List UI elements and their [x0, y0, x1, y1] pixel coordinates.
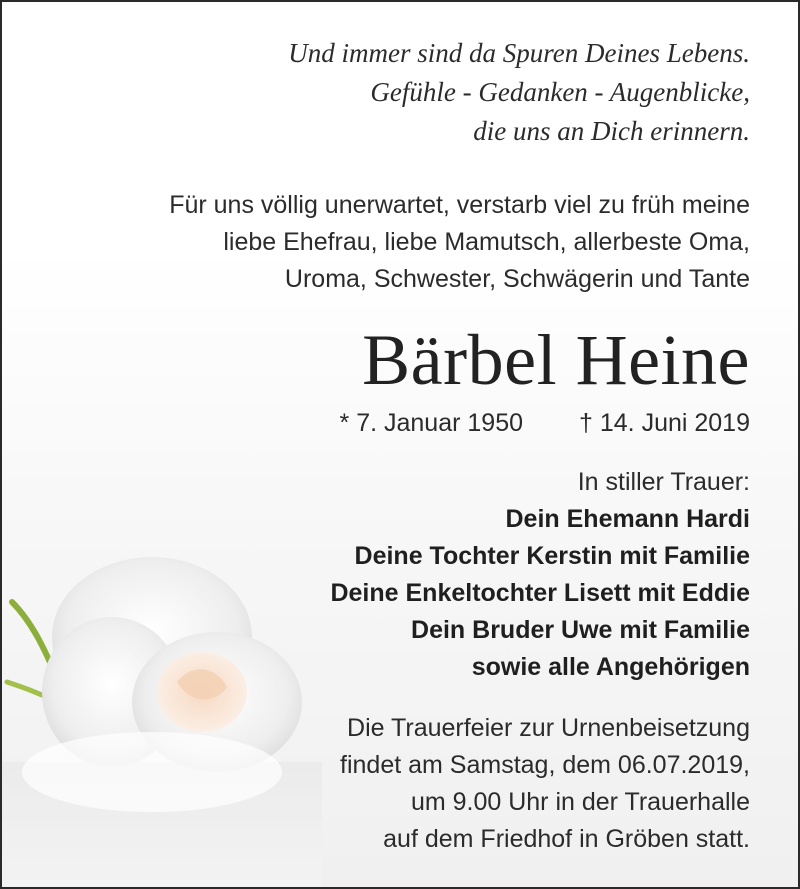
obituary-text	[30, 2, 750, 858]
intro-text	[30, 187, 750, 298]
poem	[30, 34, 750, 151]
intro-line: liebe Ehefrau, liebe Mamutsch, allerbeste Oma,	[223, 228, 750, 256]
intro-line: Uroma, Schwester, Schwägerin und Tante	[284, 265, 750, 293]
mourners-lead: In stiller Trauer:	[577, 468, 750, 496]
life-dates	[30, 406, 750, 440]
mourner: sowie alle Angehörigen	[471, 653, 750, 681]
deceased-name: Bärbel Heine	[362, 320, 750, 400]
mourner: Dein Bruder Uwe mit Familie	[411, 616, 750, 644]
service-info	[30, 710, 750, 858]
mourner: Dein Ehemann Hardi	[505, 505, 750, 533]
service-line: Die Trauerfeier zur Urnenbeisetzung	[347, 714, 750, 742]
poem-line: Und immer sind da Spuren Deines Lebens.	[288, 38, 750, 68]
birth-date: * 7. Januar 1950	[339, 409, 524, 437]
death-date: † 14. Juni 2019	[579, 409, 750, 437]
service-line: auf dem Friedhof in Gröben statt.	[383, 825, 750, 853]
poem-line: Gefühle - Gedanken - Augenblicke,	[370, 77, 750, 107]
poem-line: die uns an Dich erinnern.	[473, 116, 750, 146]
service-line: findet am Samstag, dem 06.07.2019,	[340, 751, 750, 779]
mourner: Deine Tochter Kerstin mit Familie	[354, 542, 750, 570]
intro-line: Für uns völlig unerwartet, verstarb viel zu früh meine	[169, 191, 750, 219]
mourner: Deine Enkeltochter Lisett mit Eddie	[330, 579, 750, 607]
mourners-list	[30, 464, 750, 686]
service-line: um 9.00 Uhr in der Trauerhalle	[410, 788, 750, 816]
